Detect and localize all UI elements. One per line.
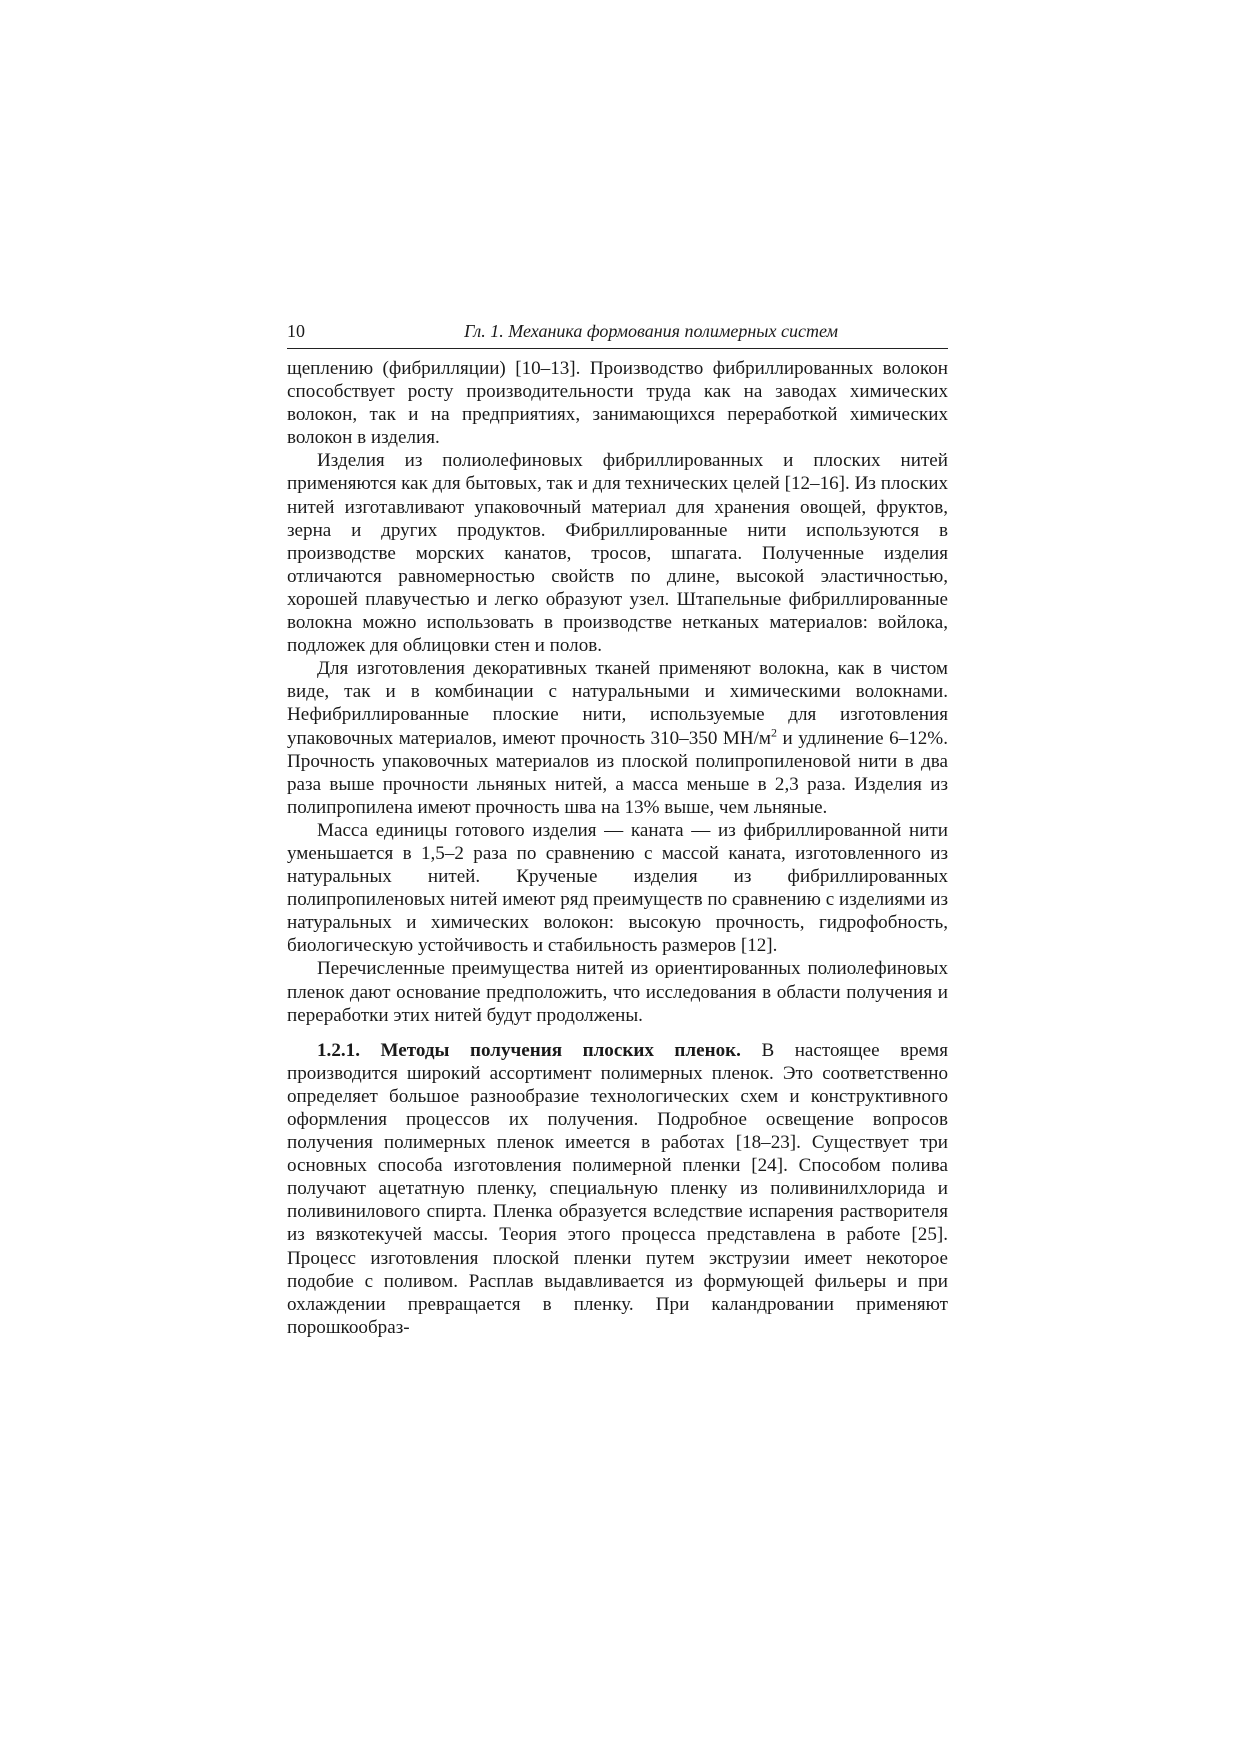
superscript-2: 2 — [771, 725, 778, 740]
chapter-title: Гл. 1. Механика формования полимерных систем — [464, 321, 838, 341]
paragraph-4: Масса единицы готового изделия — каната — из фибриллированной нити уменьшается в 1,5–2 раза по сравнению с массой каната, изготовленного из натуральных нитей. Крученые изделия из фибриллированных полипропиленовых нитей имеют ряд преимуществ по сравнению с изделиями из натуральных и химических волокон: высокую прочность, гидрофобность, биологическую устойчивость и стабильность размеров [12]. — [287, 819, 948, 957]
section-paragraph — [287, 1039, 948, 1339]
book-page — [287, 318, 948, 1339]
paragraph-5: Перечисленные преимущества нитей из ориентированных полиолефиновых пленок дают основание предположить, что исследования в области получения и переработки этих нитей будут продолжены. — [287, 958, 948, 1026]
paragraph-3 — [287, 657, 948, 819]
body-text — [287, 357, 948, 1339]
running-head — [287, 318, 948, 349]
section-heading: 1.2.1. Методы получения плоских пленок. — [317, 1039, 741, 1061]
paragraph-3-text-continued: и удлинение 6–12%. Прочность упаковочных материалов из плоской полипропиленовой нити в два раза выше прочности льняных нитей, а масса меньше в 2,3 раза. Изделия из полипропилена имеют прочность шва на 13% выше, чем льняные. — [287, 727, 948, 818]
page-number: 10 — [287, 321, 305, 341]
section-text: В настоящее время производится широкий ассортимент полимерных пленок. Это соответственно определяет большое разнообразие технологических схем и конструктивного оформления процессов их получения. Подробное освещение вопросов получения полимерных пленок имеется в работах [18–23]. Существует три основных способа изготовления полимерной пленки [24]. Способом полива получают ацетатную пленку, специальную пленку из поливинилхлорида и поливинилового спирта. Пленка образуется вследствие испарения растворителя из вязкотекучей массы. Теория этого процесса представлена в работе [25]. Процесс изготовления плоской пленки путем экструзии имеет некоторое подобие с поливом. Расплав выдавливается из формующей фильеры и при охлаждении превращается в пленку. При каландровании применяют порошкообраз- — [287, 1039, 949, 1338]
paragraph-3-text: Для изготовления декоративных тканей применяют волокна, как в чистом виде, так и в комбинации с натуральными и химическими волокнами. Нефибриллированные плоские нити, используемые для изготовления упаковочных материалов, имеют прочность 310–350 МН/м — [287, 658, 948, 749]
paragraph-1: щеплению (фибрилляции) [10–13]. Производство фибриллированных волокон способствует росту производительности труда как на заводах химических волокон, так и на предприятиях, занимающихся переработкой химических волокон в изделия. — [287, 358, 948, 449]
paragraph-2: Изделия из полиолефиновых фибриллированных и плоских нитей применяются как для бытовых, так и для технических целей [12–16]. Из плоских нитей изготавливают упаковочный материал для хранения овощей, фруктов, зерна и других продуктов. Фибриллированные нити используются в производстве морских канатов, тросов, шпагата. Полученные изделия отличаются равномерностью свойств по длине, высокой эластичностью, хорошей плавучестью и легко образуют узел. Штапельные фибриллированные волокна можно использовать в производстве нетканых материалов: войлока, подложек для облицовки стен и полов. — [287, 450, 948, 657]
